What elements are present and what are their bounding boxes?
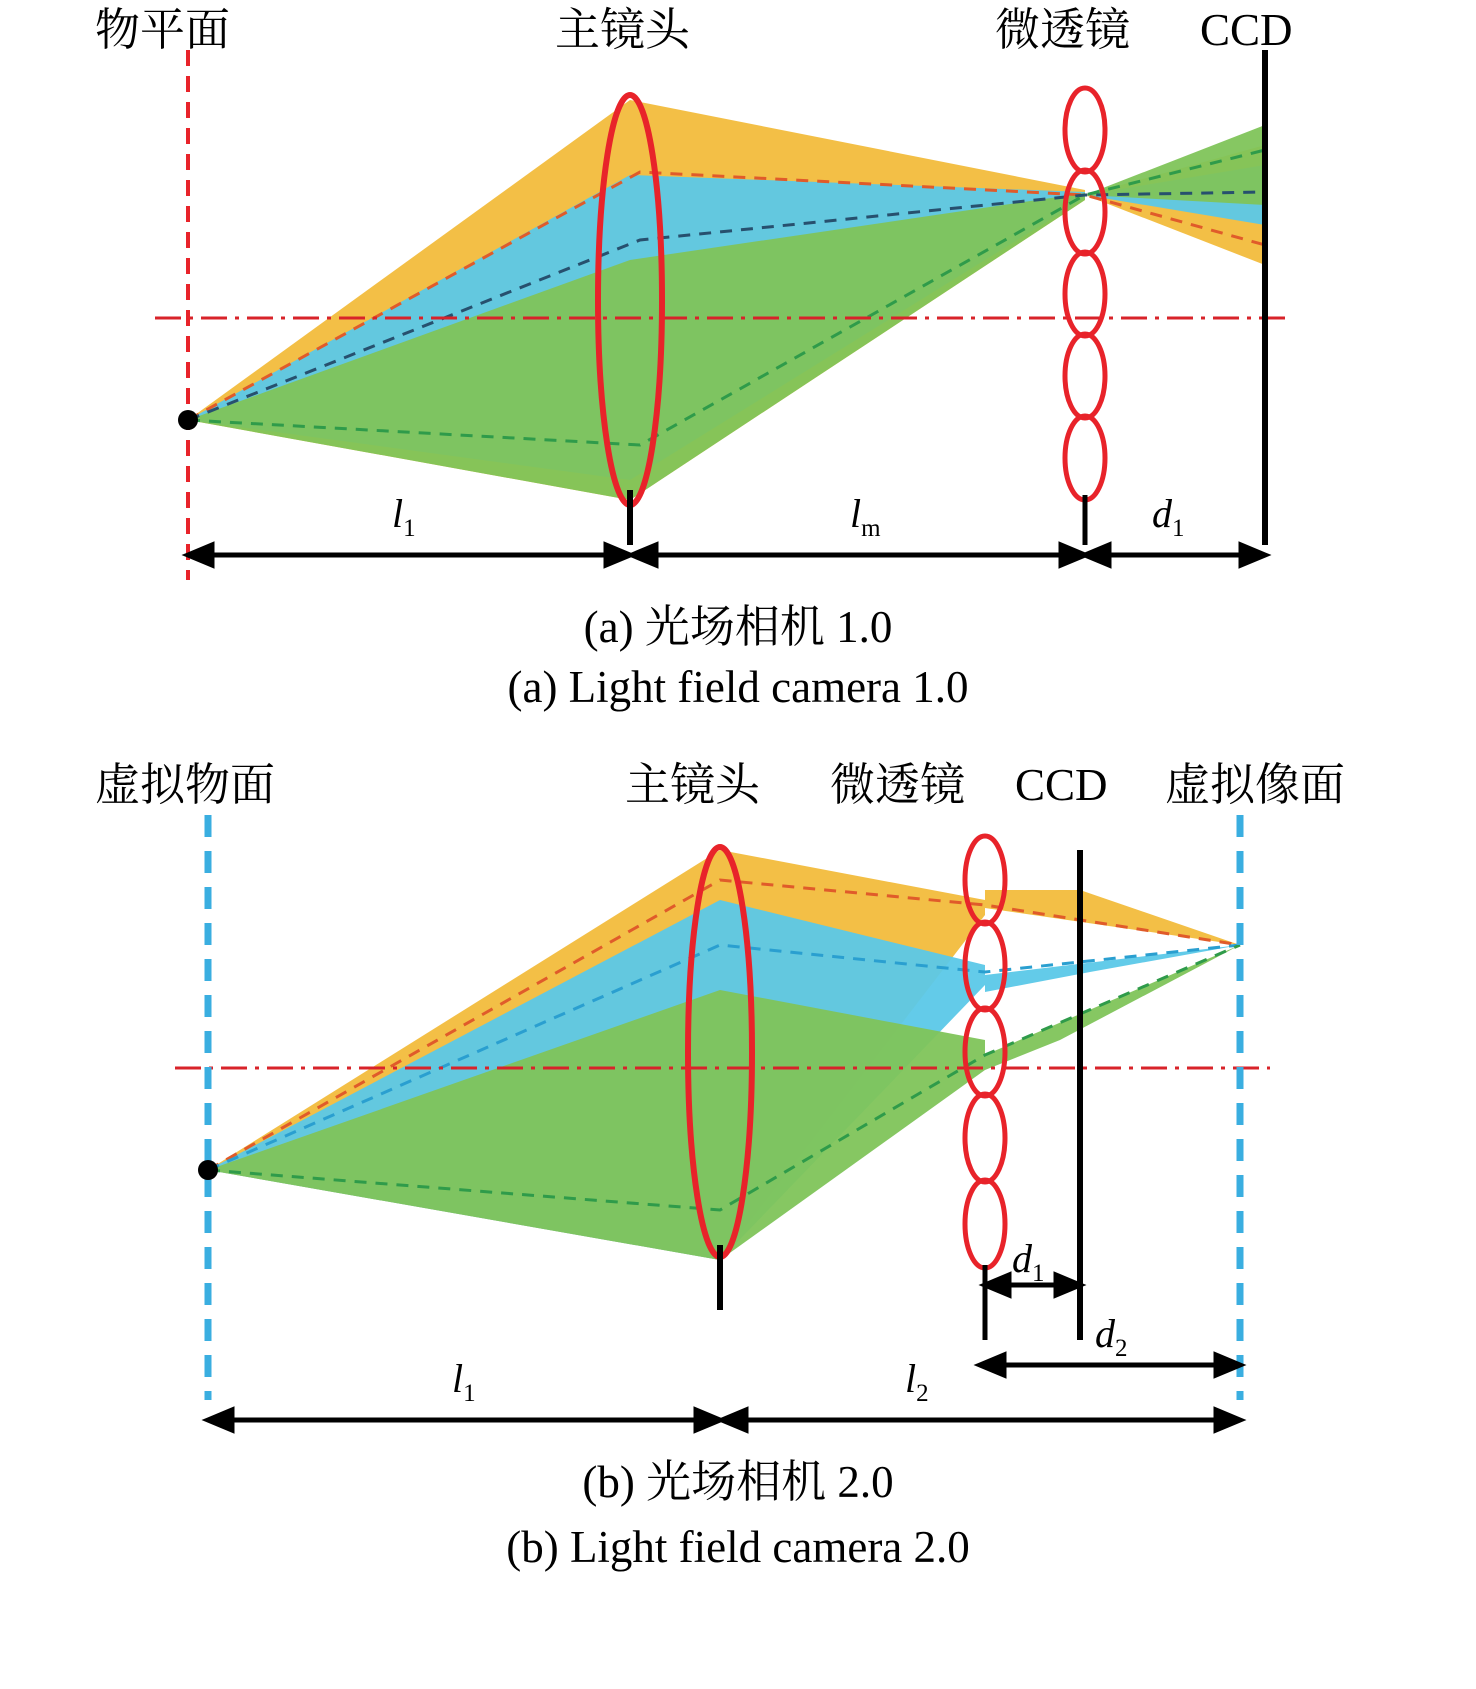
caption-a-cn: (a) 光场相机 1.0 [583, 602, 893, 652]
label-main-lens-a: 主镜头 [555, 5, 691, 55]
caption-b-en: (b) Light field camera 2.0 [506, 1522, 970, 1572]
label-ccd-a: CCD [1200, 5, 1293, 55]
dimension-d1-b: $d_1$ [1012, 1236, 1045, 1287]
label-virtual-image-plane: 虚拟像面 [1165, 760, 1346, 810]
dimension-l1-b: $l_1$ [452, 1356, 476, 1407]
label-object-plane-a: 物平面 [95, 5, 231, 55]
object-point-a [178, 410, 198, 430]
label-virtual-object-plane: 虚拟物面 [95, 760, 276, 810]
label-main-lens-b: 主镜头 [625, 760, 761, 810]
panel-light-field-camera-2 [0, 740, 1476, 1689]
dimension-d2-b: $d_2$ [1095, 1311, 1128, 1362]
label-ccd-b: CCD [1015, 760, 1108, 810]
dimension-l2-b: $l_2$ [905, 1356, 929, 1407]
object-point-b [198, 1160, 218, 1180]
dimension-arrows-a [188, 545, 1265, 565]
dimension-lm-a: $l_m$ [850, 491, 881, 542]
dimension-arrows-b [208, 1275, 1240, 1430]
panel-light-field-camera-1 [0, 0, 1476, 712]
label-microlens-a: 微透镜 [995, 5, 1131, 55]
dimension-d1-a: $d_1$ [1152, 491, 1185, 542]
dimension-l1-a: $l_1$ [392, 491, 416, 542]
panel-a-graphics [0, 0, 1476, 700]
caption-a-en: (a) Light field camera 1.0 [507, 662, 969, 712]
label-microlens-b: 微透镜 [830, 760, 966, 810]
caption-b-cn: (b) 光场相机 2.0 [582, 1457, 894, 1507]
